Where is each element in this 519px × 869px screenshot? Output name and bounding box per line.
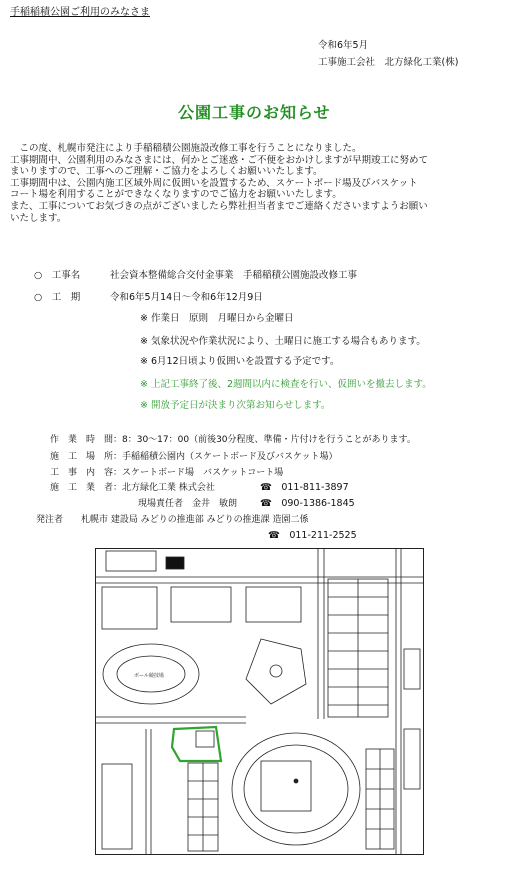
project-period-value: 令和6年5月14日～令和6年12月9日 (110, 292, 263, 303)
map-stadium (232, 733, 360, 845)
map-building (106, 551, 156, 571)
map-building (404, 729, 420, 789)
manager-phone: ☎ 090-1386-1845 (260, 498, 355, 509)
map-building (166, 557, 184, 569)
detail-hours: 作 業 時 間：8：30～17：00（前後30分程度、準備・片付けを行うことがあります。 (50, 435, 416, 445)
intro-paragraph (10, 143, 428, 224)
track-label: ボール競技場 (134, 673, 164, 679)
note-fence: ※ 6月12日頃より仮囲いを設置する予定です。 (140, 356, 340, 367)
note-workday: ※ 作業日 原則 月曜日から金曜日 (140, 313, 294, 324)
map-diamond (246, 639, 306, 704)
map-field (261, 761, 311, 811)
note-inspection: ※ 上記工事終了後、2週間以内に検査を行い、仮囲いを撤去します。 (140, 379, 432, 390)
map-building (196, 731, 214, 747)
map-field (246, 587, 301, 622)
page-title: 公園工事のお知らせ (178, 103, 331, 122)
court-lines (188, 763, 218, 851)
addressee: 手稲稲積公園ご利用のみなさま (10, 7, 150, 18)
map-field (171, 587, 231, 622)
company: 工事施工会社 北方緑化工業(株) (318, 57, 459, 68)
project-period-label: ○ 工 期 (34, 292, 81, 303)
detail-orderer: 発注者 札幌市 建設局 みどりの推進部 みどりの推進課 造園二係 (36, 515, 309, 525)
project-name-value: 社会資本整備総合交付金事業 手稲稲積公園施設改修工事 (110, 270, 358, 281)
park-map (95, 548, 424, 855)
detail-content: 工 事 内 容：スケートボード場 バスケットコート場 (50, 468, 284, 478)
intro-line: まいりますので、工事へのご理解・ご協力をよろしくお願いいたします。 (10, 166, 323, 178)
detail-manager: 現場責任者 金井 敏朗 (138, 499, 238, 509)
court-lines (366, 749, 394, 849)
orderer-phone: ☎ 011-211-2525 (268, 530, 357, 541)
intro-line: コート場を利用することができなくなりますのでご協力をお願いいたします。 (10, 189, 342, 201)
detail-contractor: 施 工 業 者：北方緑化工業 株式会社 (50, 483, 215, 493)
intro-line: 工事期間中、公園利用のみなさまには、何かとご迷惑・ご不便をおかけしますが早期竣工に努めて (10, 154, 429, 166)
map-point (294, 779, 298, 783)
contractor-phone: ☎ 011-811-3897 (260, 482, 349, 493)
note-weather: ※ 気象状況や作業状況により、土曜日に施工する場合もあります。 (140, 336, 426, 347)
intro-line: また、工事についてお気づきの点がございましたら弊社担当者までご連絡くださいますようお願い (10, 200, 428, 212)
map-building (404, 649, 420, 689)
note-opening: ※ 開放予定日が決まり次第お知らせします。 (140, 400, 331, 411)
map-circle (270, 665, 282, 677)
project-name-label: ○ 工事名 (34, 270, 81, 281)
map-block (102, 764, 132, 849)
court-lines (328, 579, 388, 717)
detail-location: 施 工 場 所：手稲稲積公園内（スケートボード及びバスケット場） (50, 452, 338, 462)
intro-line: 工事期間中は、公園内施工区域外周に仮囲いを設置するため、スケートボード場及びバスケット (10, 177, 418, 189)
intro-line: この度、札幌市発注により手稲稲積公園施設改修工事を行うことになりました。 (10, 143, 362, 154)
map-block (102, 587, 157, 629)
intro-line: いたします。 (10, 212, 67, 224)
map-stadium-inner (244, 745, 348, 833)
date: 令和6年5月 (318, 40, 369, 51)
